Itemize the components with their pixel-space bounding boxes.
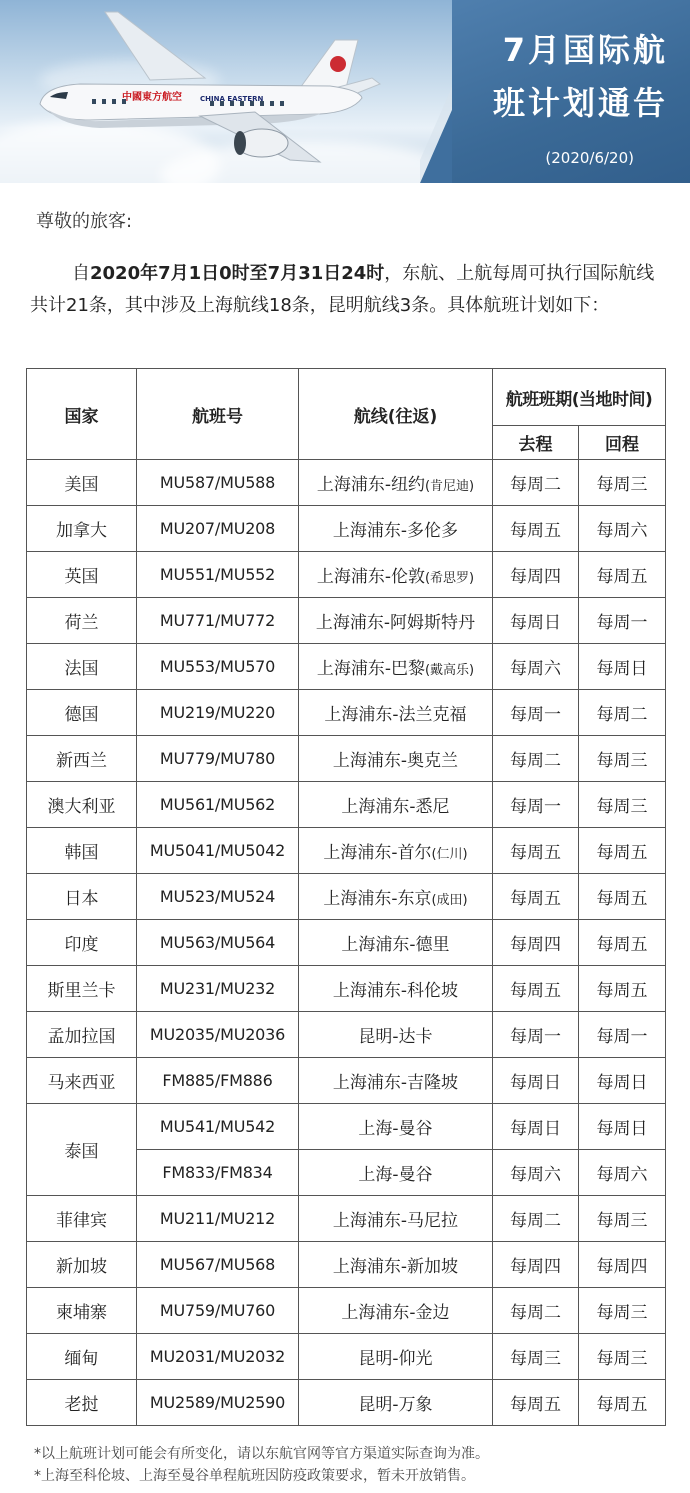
- route-text: 上海浦东-金边: [341, 1303, 450, 1323]
- cell-country: 菲律宾: [27, 1196, 137, 1242]
- cell-return-day: 每周三: [579, 1288, 666, 1334]
- cell-outbound-day: 每周日: [493, 598, 579, 644]
- cell-return-day: 每周五: [579, 1380, 666, 1426]
- table-row: [27, 1380, 666, 1426]
- cell-country: 日本: [27, 874, 137, 920]
- cell-return-day: 每周日: [579, 644, 666, 690]
- table-row: [27, 1288, 666, 1334]
- cell-country: 澳大利亚: [27, 782, 137, 828]
- cell-flight-number: MU551/MU552: [137, 552, 299, 598]
- cell-country: 美国: [27, 460, 137, 506]
- cell-outbound-day: 每周日: [493, 1058, 579, 1104]
- table-row: [27, 736, 666, 782]
- cell-outbound-day: 每周二: [493, 460, 579, 506]
- cell-route: [299, 782, 493, 828]
- cell-route: [299, 1012, 493, 1058]
- route-text: 上海浦东-多伦多: [332, 521, 459, 541]
- table-row: [27, 690, 666, 736]
- cell-country: 荷兰: [27, 598, 137, 644]
- table-row: [27, 1058, 666, 1104]
- banner-title-line2: 班计划通告: [492, 84, 668, 122]
- cell-flight-number: MU587/MU588: [137, 460, 299, 506]
- cell-return-day: 每周五: [579, 552, 666, 598]
- route-text: 上海浦东-科伦坡: [332, 981, 459, 1001]
- cell-country: 缅甸: [27, 1334, 137, 1380]
- cell-return-day: 每周五: [579, 966, 666, 1012]
- intro-paragraph: [30, 258, 660, 322]
- cell-return-day: 每周六: [579, 1150, 666, 1196]
- header-outbound: 去程: [493, 426, 579, 460]
- cell-flight-number: MU561/MU562: [137, 782, 299, 828]
- cell-route: [299, 828, 493, 874]
- cell-flight-number: MU207/MU208: [137, 506, 299, 552]
- header-return: 回程: [579, 426, 666, 460]
- cell-country: 老挝: [27, 1380, 137, 1426]
- table-row: [27, 506, 666, 552]
- cell-route: [299, 598, 493, 644]
- route-text: 上海浦东-阿姆斯特丹: [315, 613, 476, 633]
- cell-flight-number: MU759/MU760: [137, 1288, 299, 1334]
- footnote: *上海至科伦坡、上海至曼谷单程航班因防疫政策要求，暂未开放销售。: [34, 1468, 475, 1484]
- header-route: 航线(往返): [299, 369, 493, 460]
- cell-flight-number: MU779/MU780: [137, 736, 299, 782]
- cell-outbound-day: 每周一: [493, 1012, 579, 1058]
- cell-route: [299, 1104, 493, 1150]
- cell-route: [299, 1058, 493, 1104]
- airplane-image: [0, 0, 460, 183]
- route-airport-note: (戴高乐): [424, 663, 475, 678]
- cell-return-day: 每周三: [579, 782, 666, 828]
- cell-outbound-day: 每周五: [493, 828, 579, 874]
- cell-return-day: 每周五: [579, 828, 666, 874]
- route-text: 上海浦东-纽约: [316, 475, 425, 495]
- cell-country: 英国: [27, 552, 137, 598]
- cell-outbound-day: 每周四: [493, 1242, 579, 1288]
- cell-country: 加拿大: [27, 506, 137, 552]
- table-row: [27, 1104, 666, 1150]
- header-country: 国家: [27, 369, 137, 460]
- route-text: 上海浦东-伦敦: [316, 567, 425, 587]
- cell-outbound-day: 每周二: [493, 1288, 579, 1334]
- cell-outbound-day: 每周二: [493, 736, 579, 782]
- intro-prefix: 自: [72, 263, 90, 284]
- table-row: [27, 1242, 666, 1288]
- cell-flight-number: MU211/MU212: [137, 1196, 299, 1242]
- route-text: 上海浦东-德里: [341, 935, 450, 955]
- route-text: 上海浦东-新加坡: [332, 1257, 459, 1277]
- cell-country: 泰国: [27, 1104, 137, 1196]
- cell-outbound-day: 每周四: [493, 552, 579, 598]
- cell-route: [299, 966, 493, 1012]
- cell-route: [299, 1196, 493, 1242]
- table-row: [27, 874, 666, 920]
- table-row: [27, 644, 666, 690]
- cell-route: [299, 552, 493, 598]
- intro-rest: ，东航、上航每周可执行国际航线共计21条，其中涉及上海航线18条，昆明航线3条。具体航班计划如下：: [30, 263, 655, 316]
- route-text: 昆明-仰光: [358, 1349, 433, 1369]
- route-text: 上海浦东-马尼拉: [332, 1211, 459, 1231]
- cell-outbound-day: 每周一: [493, 690, 579, 736]
- cell-route: [299, 920, 493, 966]
- cell-return-day: 每周六: [579, 506, 666, 552]
- table-row: [27, 1334, 666, 1380]
- greeting: 尊敬的旅客:: [36, 211, 133, 232]
- cell-return-day: 每周五: [579, 874, 666, 920]
- cell-return-day: 每周三: [579, 736, 666, 782]
- route-text: 上海浦东-东京: [323, 889, 432, 909]
- cell-return-day: 每周三: [579, 460, 666, 506]
- cell-country: 新西兰: [27, 736, 137, 782]
- intro-date-range: 2020年7月1日0时至7月31日24时: [90, 263, 385, 284]
- cell-return-day: 每周日: [579, 1058, 666, 1104]
- table-row: [27, 920, 666, 966]
- cell-country: 马来西亚: [27, 1058, 137, 1104]
- header-banner: [0, 0, 690, 183]
- cell-country: 法国: [27, 644, 137, 690]
- route-airport-note: (成田): [431, 893, 468, 908]
- cell-flight-number: MU553/MU570: [137, 644, 299, 690]
- route-text: 昆明-万象: [358, 1395, 433, 1415]
- cell-route: [299, 874, 493, 920]
- cell-outbound-day: 每周六: [493, 644, 579, 690]
- cell-outbound-day: 每周五: [493, 874, 579, 920]
- table-row: [27, 1196, 666, 1242]
- table-row: [27, 460, 666, 506]
- footnotes: [34, 1443, 489, 1487]
- route-text: 昆明-达卡: [358, 1027, 433, 1047]
- cell-country: 柬埔寨: [27, 1288, 137, 1334]
- cell-country: 印度: [27, 920, 137, 966]
- route-text: 上海浦东-吉隆坡: [332, 1073, 459, 1093]
- header-flight: 航班号: [137, 369, 299, 460]
- cell-flight-number: MU567/MU568: [137, 1242, 299, 1288]
- cell-flight-number: MU219/MU220: [137, 690, 299, 736]
- cell-outbound-day: 每周五: [493, 1380, 579, 1426]
- cell-flight-number: FM833/FM834: [137, 1150, 299, 1196]
- cell-outbound-day: 每周五: [493, 506, 579, 552]
- cell-outbound-day: 每周二: [493, 1196, 579, 1242]
- livery-text-en: CHINA EASTERN: [200, 95, 264, 103]
- cell-route: [299, 1288, 493, 1334]
- cell-route: [299, 506, 493, 552]
- cell-return-day: 每周二: [579, 690, 666, 736]
- livery-text-cn: 中國東方航空: [122, 92, 182, 103]
- route-text: 上海浦东-巴黎: [316, 659, 425, 679]
- cell-outbound-day: 每周日: [493, 1104, 579, 1150]
- cell-country: 新加坡: [27, 1242, 137, 1288]
- table-row: [27, 552, 666, 598]
- cell-outbound-day: 每周三: [493, 1334, 579, 1380]
- table-row: [27, 598, 666, 644]
- cell-country: 韩国: [27, 828, 137, 874]
- cell-flight-number: MU231/MU232: [137, 966, 299, 1012]
- cell-flight-number: MU523/MU524: [137, 874, 299, 920]
- table-row: [27, 782, 666, 828]
- cell-country: 斯里兰卡: [27, 966, 137, 1012]
- flight-schedule-table: [26, 368, 666, 1426]
- cell-outbound-day: 每周四: [493, 920, 579, 966]
- cell-return-day: 每周日: [579, 1104, 666, 1150]
- banner-date: (2020/6/20): [545, 149, 634, 167]
- cell-flight-number: MU2031/MU2032: [137, 1334, 299, 1380]
- table-row: [27, 1012, 666, 1058]
- cell-return-day: 每周四: [579, 1242, 666, 1288]
- cell-country: 德国: [27, 690, 137, 736]
- cell-flight-number: MU541/MU542: [137, 1104, 299, 1150]
- cell-route: [299, 460, 493, 506]
- cell-route: [299, 644, 493, 690]
- cell-route: [299, 736, 493, 782]
- cell-flight-number: MU2035/MU2036: [137, 1012, 299, 1058]
- cell-outbound-day: 每周六: [493, 1150, 579, 1196]
- cell-route: [299, 1380, 493, 1426]
- footnote: *以上航班计划可能会有所变化，请以东航官网等官方渠道实际查询为准。: [34, 1446, 489, 1462]
- route-airport-note: (仁川): [431, 847, 468, 862]
- route-airport-note: (希思罗): [424, 571, 475, 586]
- route-text: 上海浦东-奥克兰: [332, 751, 459, 771]
- cell-flight-number: MU771/MU772: [137, 598, 299, 644]
- route-text: 上海浦东-悉尼: [341, 797, 450, 817]
- cell-route: [299, 1334, 493, 1380]
- cell-flight-number: MU2589/MU2590: [137, 1380, 299, 1426]
- cell-flight-number: MU563/MU564: [137, 920, 299, 966]
- route-text: 上海浦东-首尔: [323, 843, 432, 863]
- cell-return-day: 每周三: [579, 1196, 666, 1242]
- route-text: 上海-曼谷: [358, 1119, 433, 1139]
- cell-route: [299, 1150, 493, 1196]
- cell-outbound-day: 每周五: [493, 966, 579, 1012]
- cell-flight-number: FM885/FM886: [137, 1058, 299, 1104]
- cell-return-day: 每周五: [579, 920, 666, 966]
- table-row: [27, 966, 666, 1012]
- cell-return-day: 每周一: [579, 1012, 666, 1058]
- cell-route: [299, 1242, 493, 1288]
- route-airport-note: (肯尼迪): [424, 479, 475, 494]
- table-body: [27, 460, 666, 1426]
- table-row: [27, 828, 666, 874]
- header-schedule: 航班班期(当地时间): [493, 369, 666, 426]
- cell-outbound-day: 每周一: [493, 782, 579, 828]
- route-text: 上海-曼谷: [358, 1165, 433, 1185]
- cell-country: 孟加拉国: [27, 1012, 137, 1058]
- cell-return-day: 每周一: [579, 598, 666, 644]
- route-text: 上海浦东-法兰克福: [324, 705, 467, 725]
- banner-title-line1: 7月国际航: [502, 31, 668, 69]
- cell-flight-number: MU5041/MU5042: [137, 828, 299, 874]
- cell-return-day: 每周三: [579, 1334, 666, 1380]
- cell-route: [299, 690, 493, 736]
